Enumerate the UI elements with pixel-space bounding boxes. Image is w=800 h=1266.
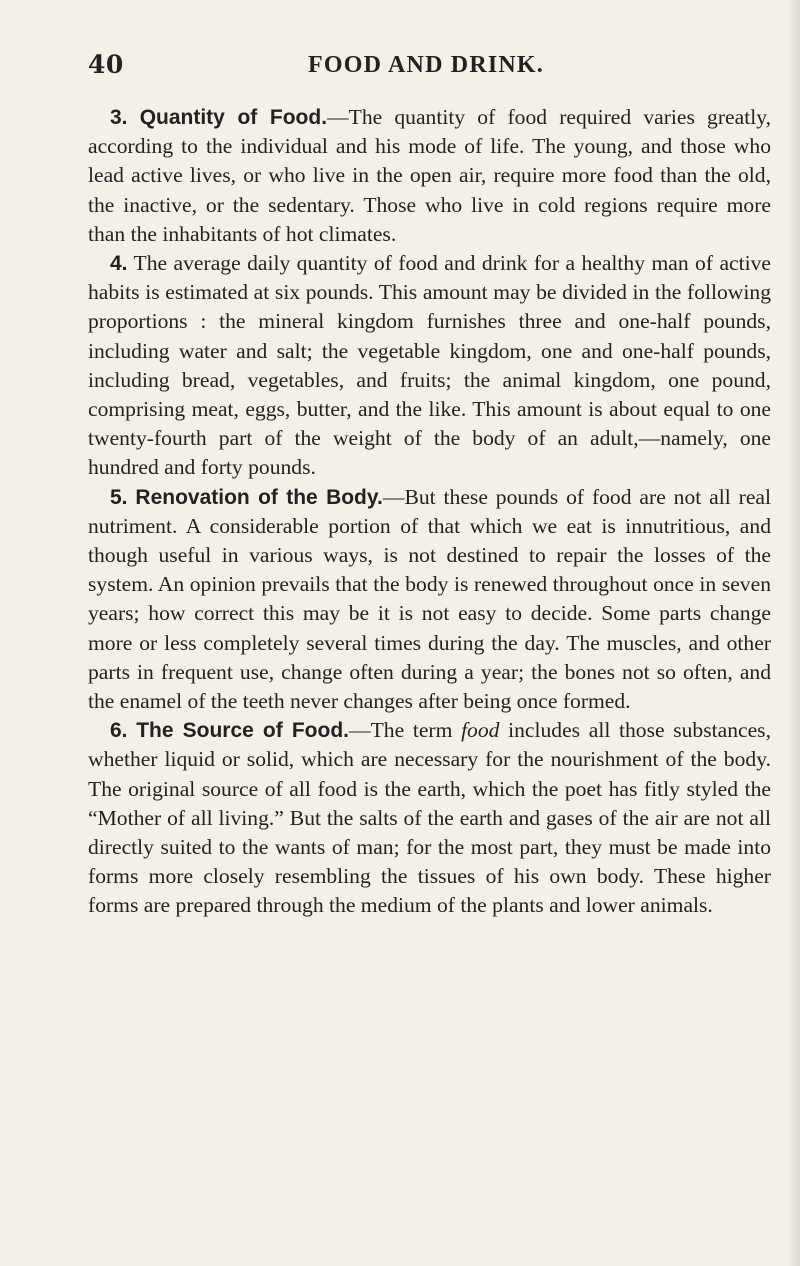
- paragraph-text: includes all those substances, whether liquid or solid, which are necessary for the nourishment of the body. The original source of all food is the earth, which the poet has fitly styled the “Mother of all living.” But the salts of the earth and gases of the air are not all directly suited to the wants of man; for the most part, they must be made into forms more closely resembling the tissues of his own body. These higher forms are prepared through the medium of the plants and lower animals.: [88, 718, 771, 918]
- section-number: 5.: [110, 485, 128, 509]
- page-edge-shadow: [788, 0, 800, 1266]
- section-number: 4.: [110, 252, 128, 276]
- running-title: FOOD AND DRINK.: [308, 52, 545, 78]
- section-heading: Renovation of the Body.: [135, 485, 383, 509]
- paragraph-text: —The quantity of food required varies greatly, according to the individual and his mode of life. The young, and those who lead active lives, or who live in the open air, require more food than the old, the inactive, or the sedentary. Those who live in cold regions require more than the inhabitants of hot climates.: [88, 105, 771, 246]
- section-number: 6.: [110, 719, 128, 743]
- italic-term: food: [461, 718, 500, 743]
- body-text: [88, 103, 771, 921]
- paragraph-text: —But these pounds of food are not all real nutriment. A considerable portion of that which we eat is innutritious, and though useful in various ways, is not destined to repair the losses of the system. An opinion prevails that the body is renewed throughout once in seven years; how correct this may be it is not easy to decide. Some parts change more or less completely several times during the day. The muscles, and other parts in frequent use, change often during a year; the bones not so often, and the enamel of the teeth never changes after being once formed.: [88, 484, 771, 714]
- paragraph-text: —The term: [348, 718, 462, 743]
- section-heading: The Source of Food.: [136, 719, 349, 743]
- paragraph-section-4: [88, 249, 771, 483]
- paragraph-section-3: [88, 103, 771, 249]
- page-number: 40: [88, 50, 124, 79]
- paragraph-section-5: [88, 483, 771, 717]
- section-number: 3.: [110, 106, 128, 129]
- paragraph-text: The average daily quantity of food and drink for a healthy man of active habits is estimated at six pounds. This amount may be divided in the following proportions : the mineral kingdom furnishes three and one-half pounds, including water and salt; the vegetable kingdom, one and one-half pounds, including bread, vegetables, and fruits; the animal kingdom, one pound, comprising meat, eggs, butter, and the like. This amount is about equal to one twenty-fourth part of the weight of the body of an adult,—namely, one hundred and forty pounds.: [88, 251, 771, 480]
- paragraph-section-6: [88, 716, 771, 920]
- page-header: [88, 50, 768, 82]
- section-heading: Quantity of Food.: [139, 106, 328, 129]
